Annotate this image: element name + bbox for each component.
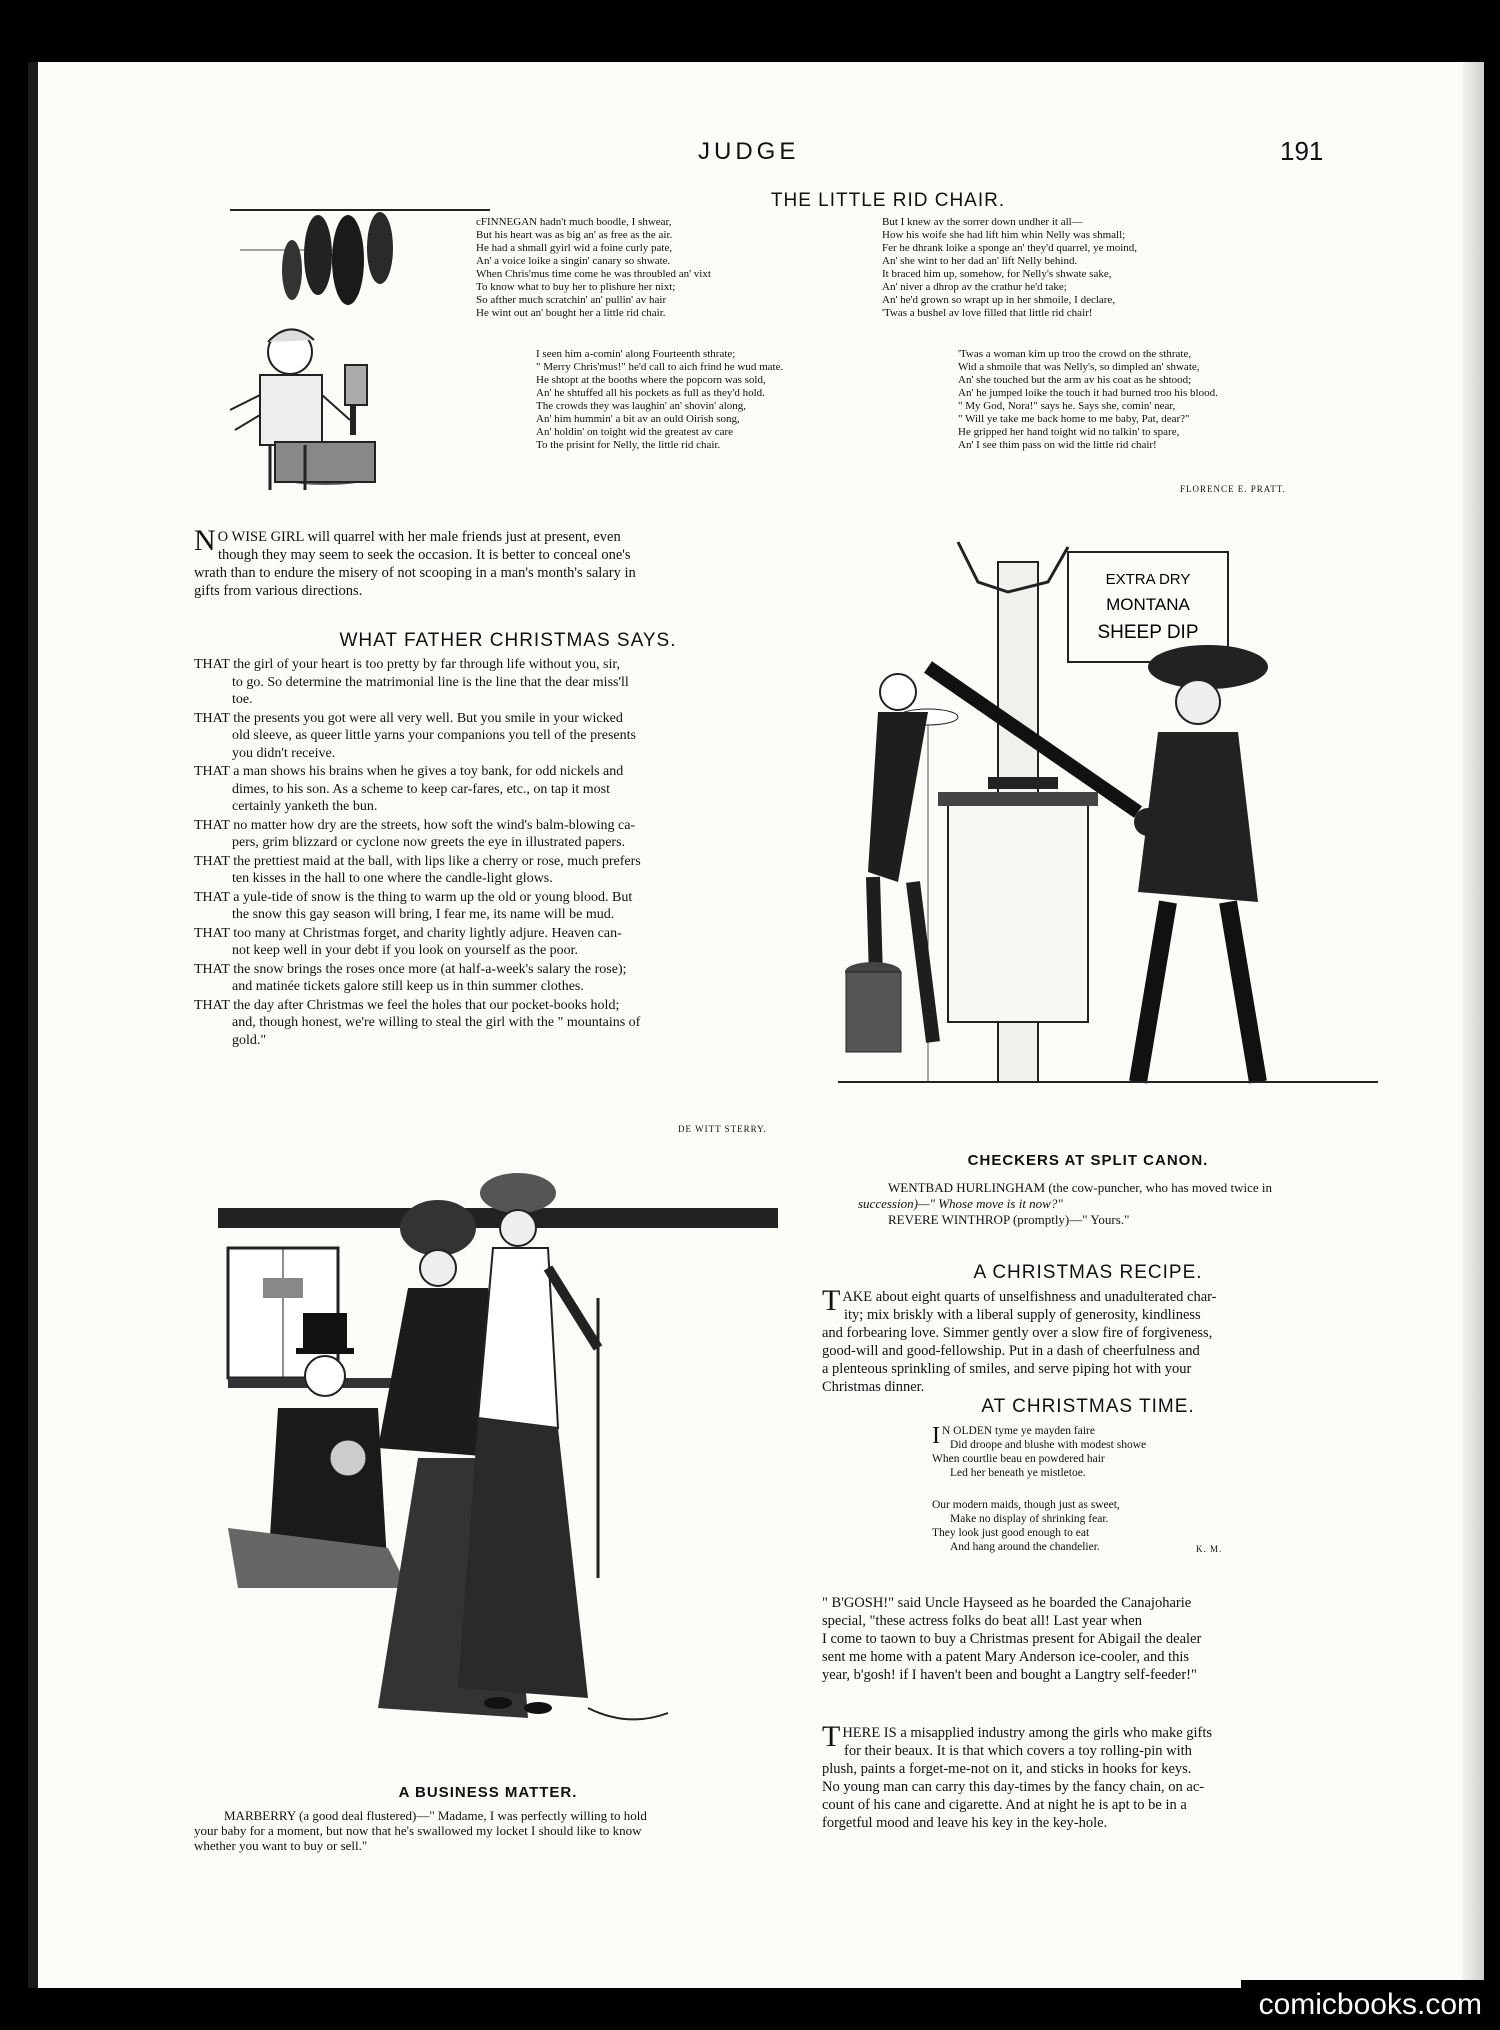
poem-line: He shtopt at the booths where the popcorn was sold, <box>536 374 766 386</box>
poem-line: The crowds they was laughin' an' shovin' along, <box>536 400 747 412</box>
poem-title-2: AT CHRISTMAS TIME. <box>981 1396 1195 1417</box>
dialogue-line: WENTBAD HURLINGHAM (the cow-puncher, who has moved twice in <box>888 1180 1272 1195</box>
item-lead: THAT <box>194 961 230 977</box>
poem-2-author: K. M. <box>1196 1544 1223 1554</box>
list-item <box>194 817 814 852</box>
poem-line: I seen him a-comin' along Fourteenth sthrate; <box>536 348 736 360</box>
drop-cap: T <box>822 1720 841 1753</box>
list-item <box>194 961 814 996</box>
drop-cap: T <box>822 1284 841 1317</box>
poem-line: N OLDEN tyme ye mayden faire <box>942 1425 1095 1437</box>
poem-stanza-1 <box>476 216 711 320</box>
item-text: certainly yanketh the bun. <box>232 799 378 814</box>
poem-line: An' holdin' on toight wid the greatest av care <box>536 426 734 438</box>
item-text: too many at Christmas forget, and charity lightly adjure. Heaven can- <box>233 925 622 941</box>
paragraph-line: forgetful mood and leave his key in the key-hole. <box>822 1815 1108 1831</box>
poem-stanza-2 <box>536 348 783 452</box>
father-christmas-list <box>194 656 814 1050</box>
poem-line: But I knew av the sorrer down undher it all— <box>882 216 1083 228</box>
poem-line: He gripped her hand toight wid no talkin' to spare, <box>958 426 1180 438</box>
paragraph-line: special, "these actress folks do beat all! Last year when <box>822 1613 1142 1629</box>
paragraph-line: I come to taown to buy a Christmas present for Abigail the dealer <box>822 1631 1202 1647</box>
dialogue-line: whether you want to buy or sell." <box>194 1838 368 1853</box>
poem-line: An' niver a dhrop av the crathur he'd take; <box>882 281 1067 293</box>
poem-line: So afther much scratchin' an' pullin' av hair <box>476 294 667 306</box>
paragraph-line: AKE about eight quarts of unselfishness and unadulterated char- <box>842 1289 1217 1305</box>
item-text: and matinée tickets galore still keep us in thin summer clothes. <box>232 979 584 994</box>
poem-line: To know what to buy her to plishure her nixt; <box>476 281 676 293</box>
item-text: no matter how dry are the streets, how soft the wind's balm-blowing ca- <box>233 817 636 833</box>
list-item <box>194 889 814 924</box>
page-gutter <box>28 62 38 1988</box>
business-matter-dialogue <box>194 1808 814 1853</box>
poem-line: " My God, Nora!" says he. Says she, comin' near, <box>958 400 1176 412</box>
item-lead: THAT <box>194 710 230 726</box>
item-text: you didn't receive. <box>232 745 336 761</box>
paragraph-line: O WISE GIRL will quarrel with her male friends just at present, even <box>217 529 621 545</box>
poem-line: And hang around the chandelier. <box>950 1541 1100 1553</box>
poem-stanza-3 <box>882 216 1137 320</box>
poem-2-stanza-1: I N OLDEN tyme ye mayden faire Did droope and blushe with modest showe When courtlie beau en powdered hair Led her beneath ye mistletoe. <box>932 1423 1147 1479</box>
paragraph-line: good-will and good-fellowship. Put in a dash of cheerfulness and <box>822 1343 1200 1359</box>
item-lead: THAT <box>194 853 230 869</box>
poem-line: He wint out an' bought her a little rid chair. <box>476 307 666 319</box>
item-lead: THAT <box>194 925 230 941</box>
item-lead: THAT <box>194 997 230 1013</box>
poem-line: Wid a shmoile that was Nelly's, so dimpled an' shwate, <box>958 361 1200 373</box>
poem-title: THE LITTLE RID CHAIR. <box>770 190 1006 211</box>
paragraph-line: wrath than to endure the misery of not scooping in a man's month's salary in <box>194 565 636 581</box>
item-lead: THAT <box>194 657 230 672</box>
poem-line: An' I see thim pass on wid the little rid chair! <box>958 439 1157 451</box>
item-text: the girl of your heart is too pretty by far through life without you, sir, <box>233 657 620 672</box>
paragraph-line: sent me home with a patent Mary Anderson ice-cooler, and this <box>822 1649 1190 1665</box>
dialogue-line: succession)—" Whose move is it now?" <box>858 1196 1063 1211</box>
item-text: the presents you got were all very well. But you smile in your wicked <box>233 710 623 726</box>
poem-2-stanza-2 <box>932 1498 1120 1554</box>
item-text: to go. So determine the matrimonial line is the line that the dear miss'll <box>232 674 629 690</box>
item-text: a yule-tide of snow is the thing to warm up the old or young blood. But <box>233 889 633 905</box>
poem-line: An' he shtuffed all his pockets as full as they'd hold. <box>536 387 765 399</box>
list-author: DE WITT STERRY. <box>678 1124 767 1134</box>
poem-line: Our modern maids, though just as sweet, <box>932 1499 1120 1511</box>
page-edge <box>1462 62 1484 1988</box>
poem-line: 'Twas a woman kim up troo the crowd on the sthrate, <box>958 348 1192 360</box>
poem-line: An' him hummin' a bit av an ould Oirish song, <box>536 413 740 425</box>
checkers-dialogue <box>858 1180 1378 1228</box>
recipe-paragraph <box>822 1284 1362 1396</box>
butcher-illustration <box>220 180 500 490</box>
recipe-title: A CHRISTMAS RECIPE. <box>973 1262 1203 1283</box>
poem-line: Fer he dhrank loike a sponge an' they'd quarrel, ye moind, <box>882 242 1138 254</box>
item-text: old sleeve, as queer little yarns your companions you tell of the presents <box>232 728 636 743</box>
checkers-illustration <box>838 522 1378 1142</box>
paragraph-line: and forbearing love. Simmer gently over a slow fire of forgiveness, <box>822 1325 1213 1341</box>
poem-line: Make no display of shrinking fear. <box>950 1513 1109 1525</box>
item-text: the snow brings the roses once more (at half-a-week's salary the rose); <box>233 961 627 977</box>
list-item <box>194 710 814 763</box>
item-text: the snow this gay season will bring, I fear me, its name will be mud. <box>232 907 615 922</box>
item-text: gold." <box>232 1032 267 1048</box>
poem-line: Did droope and blushe with modest showe <box>950 1439 1147 1451</box>
section-title: WHAT FATHER CHRISTMAS SAYS. <box>339 630 677 651</box>
item-text: the prettiest maid at the ball, with lips like a cherry or rose, much prefers <box>233 853 641 869</box>
bgosh-paragraph <box>822 1594 1362 1684</box>
list-item <box>194 763 814 816</box>
checkers-caption: CHECKERS AT SPLIT CANON. <box>967 1152 1209 1169</box>
paragraph-line: " B'GOSH!" said Uncle Hayseed as he boarded the Canajoharie <box>822 1595 1192 1611</box>
drop-cap: N <box>194 524 216 557</box>
magazine-title: JUDGE <box>698 138 800 165</box>
item-text: dimes, to his son. As a scheme to keep car-fares, etc., on tap it most <box>232 781 611 797</box>
poem-line: An' a voice loike a singin' canary so shwate. <box>476 255 671 267</box>
item-lead: THAT <box>194 817 230 833</box>
magazine-page <box>28 62 1484 1988</box>
item-text: pers, grim blizzard or cyclone now greets the eye in illustrated papers. <box>232 835 626 850</box>
sign-line-2: MONTANA <box>1106 595 1190 614</box>
list-item <box>194 853 814 888</box>
poem-line: It braced him up, somehow, for Nelly's shwate sake, <box>882 268 1112 280</box>
paragraph-line: though they may seem to seek the occasion. It is better to conceal one's <box>218 547 631 563</box>
poem-line: But his heart was as big an' as free as the air. <box>476 229 673 241</box>
sign-line-1: EXTRA DRY <box>1105 571 1191 588</box>
item-lead: THAT <box>194 889 230 905</box>
poem-author: FLORENCE E. PRATT. <box>1180 484 1286 494</box>
dialogue-line: MARBERRY (a good deal flustered)—" Madame, I was perfectly willing to hold <box>224 1808 647 1823</box>
poem-line: When Chris'mus time come he was throubled an' vixt <box>476 268 711 280</box>
watermark: comicbooks.com <box>1241 1980 1500 2030</box>
poem-line: To the prisint for Nelly, the little rid chair. <box>536 439 721 451</box>
paragraph-line: a plenteous sprinkling of smiles, and serve piping hot with your <box>822 1361 1192 1377</box>
poem-line: An' she wint to her dad an' lift Nelly behind. <box>882 255 1078 267</box>
sign-line-3: SHEEP DIP <box>1097 622 1199 643</box>
dialogue-line: your baby for a moment, but now that he's swallowed my locket I should like to know <box>194 1823 642 1838</box>
paragraph-line: No young man can carry this day-times by the fancy chain, on ac- <box>822 1779 1205 1795</box>
poem-line: " Will ye take me back home to me baby, Pat, dear?" <box>958 413 1190 425</box>
item-text: ten kisses in the hall to one where the candle-light glows. <box>232 871 553 886</box>
poem-line: He had a shmall gyirl wid a foine curly pate, <box>476 242 673 254</box>
poem-line: 'Twas a bushel av love filled that little rid chair! <box>882 307 1093 319</box>
business-matter-caption: A BUSINESS MATTER. <box>398 1784 578 1801</box>
list-item <box>194 925 814 960</box>
business-matter-illustration <box>208 1148 798 1748</box>
paragraph-line: for their beaux. It is that which covers a toy rolling-pin with <box>844 1743 1192 1759</box>
item-text: not keep well in your debt if you look on yourself as the poor. <box>232 943 579 958</box>
paragraph-line: HERE IS a misapplied industry among the girls who make gifts <box>842 1725 1213 1741</box>
paragraph-line: plush, paints a forget-me-not on it, and sticks in hooks for keys. <box>822 1761 1192 1777</box>
poem-line: Led her beneath ye mistletoe. <box>950 1467 1086 1479</box>
poem-line: " Merry Chris'mus!" he'd call to aich frind he wud mate. <box>536 361 784 373</box>
paragraph-line: Christmas dinner. <box>822 1379 925 1395</box>
item-text: a man shows his brains when he gives a toy bank, for odd nickels and <box>233 764 624 779</box>
item-lead: THAT <box>194 764 230 779</box>
poem-line: cFINNEGAN hadn't much boodle, I shwear, <box>476 216 672 228</box>
paragraph-line: count of his cane and cigarette. And at night he is apt to be in a <box>822 1797 1187 1813</box>
dialogue-line: REVERE WINTHROP (promptly)—" Yours." <box>888 1212 1130 1227</box>
poem-line: How his woife she had lift him whin Nelly was shmall; <box>882 229 1126 241</box>
page-number: 191 <box>1280 136 1324 166</box>
poem-line: When courtlie beau en powdered hair <box>932 1453 1105 1465</box>
paragraph-line: ity; mix briskly with a liberal supply of generosity, kindliness <box>844 1307 1201 1323</box>
item-text: toe. <box>232 692 253 707</box>
poem-line: An' he jumped loike the touch it had burned troo his blood. <box>958 387 1218 399</box>
item-text: the day after Christmas we feel the holes that our pocket-books hold; <box>233 997 620 1013</box>
paragraph-line: year, b'gosh! if I haven't been and bought a Langtry self-feeder!" <box>822 1667 1197 1683</box>
list-item <box>194 656 814 709</box>
misapplied-paragraph <box>822 1720 1362 1832</box>
poem-line: An' he'd grown so wrapt up in her shmoile, I declare, <box>882 294 1116 306</box>
list-item <box>194 997 814 1050</box>
no-wise-girl-paragraph <box>194 524 814 600</box>
poem-stanza-4 <box>958 348 1218 452</box>
poem-line: They look just good enough to eat <box>932 1527 1090 1539</box>
item-text: and, though honest, we're willing to steal the girl with the " mountains of <box>232 1015 641 1030</box>
poem-line: An' she touched but the arm av his coat as he shtood; <box>958 374 1192 386</box>
paragraph-line: gifts from various directions. <box>194 583 363 599</box>
